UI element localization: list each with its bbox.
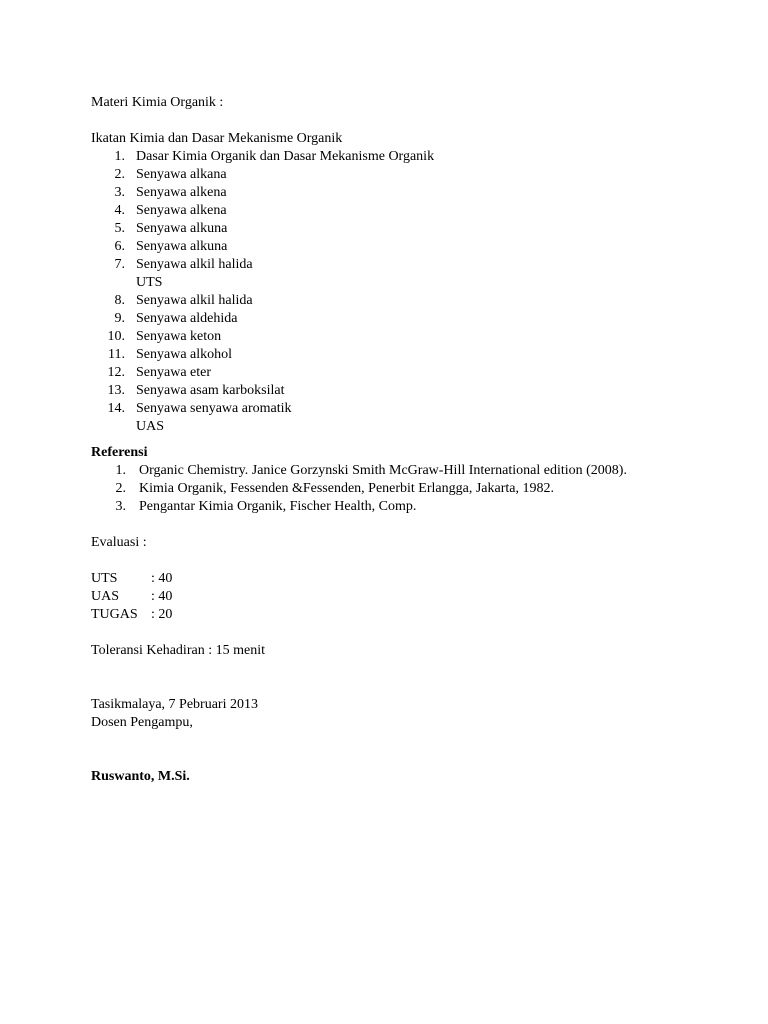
reference-list <box>91 462 731 516</box>
topic-text: Senyawa keton <box>136 329 222 344</box>
spacer <box>91 436 731 444</box>
topic-text: Senyawa aldehida <box>136 311 238 326</box>
reference-item <box>91 498 731 516</box>
evaluation-title: Evaluasi : <box>91 535 147 550</box>
spacer <box>91 624 731 642</box>
document-heading: Materi Kimia Organik : <box>91 95 224 110</box>
topic-item <box>91 364 731 382</box>
place-and-date: Tasikmalaya, 7 Pebruari 2013 <box>91 697 258 712</box>
topic-text: Senyawa alkuna <box>136 221 228 236</box>
topic-number: 14. <box>107 401 125 416</box>
topic-number: 4. <box>114 203 125 218</box>
reference-number: 3. <box>115 499 126 514</box>
reference-text: Organic Chemistry. Janice Gorzynski Smith McGraw-Hill International edition (2008). <box>139 463 627 478</box>
topic-item <box>91 166 731 184</box>
topic-list-first-half <box>91 148 731 274</box>
topic-item <box>91 382 731 400</box>
topic-number: 8. <box>114 293 125 308</box>
topic-item <box>91 346 731 364</box>
topic-text: Dasar Kimia Organik dan Dasar Mekanisme Organik <box>136 149 435 164</box>
spacer <box>91 732 731 750</box>
reference-number: 1. <box>115 463 126 478</box>
topic-number: 13. <box>107 383 125 398</box>
topic-text: Senyawa alkil halida <box>136 293 253 308</box>
topic-text: Senyawa alkana <box>136 167 227 182</box>
topic-number: 6. <box>114 239 125 254</box>
topic-item <box>91 238 731 256</box>
topic-number: 1. <box>114 149 125 164</box>
topic-text: Senyawa asam karboksilat <box>136 383 285 398</box>
topic-text: Senyawa eter <box>136 365 212 380</box>
score-table <box>91 570 731 624</box>
score-label: UTS <box>91 571 118 586</box>
reference-item <box>91 480 731 498</box>
score-value: : 40 <box>151 589 173 604</box>
topic-number: 11. <box>108 347 125 362</box>
topic-text: Senyawa alkuna <box>136 239 228 254</box>
lecturer-name: Ruswanto, M.Si. <box>91 769 190 784</box>
final-exam-label: UAS <box>136 419 165 434</box>
topic-item <box>91 220 731 238</box>
spacer <box>91 552 731 570</box>
spacer <box>91 516 731 534</box>
topic-item <box>91 184 731 202</box>
topic-item <box>91 328 731 346</box>
score-row <box>91 588 731 606</box>
spacer <box>91 678 731 696</box>
topic-number: 12. <box>107 365 125 380</box>
topic-number: 7. <box>114 257 125 272</box>
reference-text: Kimia Organik, Fessenden &Fessenden, Penerbit Erlangga, Jakarta, 1982. <box>139 481 554 496</box>
document-page <box>91 94 731 786</box>
reference-text: Pengantar Kimia Organik, Fischer Health, Comp. <box>139 499 417 514</box>
topic-item <box>91 256 731 274</box>
references-title: Referensi <box>91 445 148 460</box>
score-row <box>91 606 731 624</box>
reference-number: 2. <box>115 481 126 496</box>
topic-text: Senyawa alkohol <box>136 347 233 362</box>
spacer <box>91 750 731 768</box>
course-subheading: Ikatan Kimia dan Dasar Mekanisme Organik <box>91 131 343 146</box>
score-value: : 40 <box>151 571 173 586</box>
topic-number: 3. <box>114 185 125 200</box>
topic-number: 2. <box>114 167 125 182</box>
topic-number: 5. <box>114 221 125 236</box>
midterm-exam-label: UTS <box>136 275 163 290</box>
score-label: TUGAS <box>91 607 138 622</box>
spacer <box>91 112 731 130</box>
topic-list-second-half <box>91 292 731 418</box>
topic-number: 10. <box>107 329 125 344</box>
topic-item <box>91 310 731 328</box>
score-label: UAS <box>91 589 120 604</box>
topic-item <box>91 292 731 310</box>
topic-item <box>91 202 731 220</box>
topic-text: Senyawa alkil halida <box>136 257 253 272</box>
lecturer-title: Dosen Pengampu, <box>91 715 193 730</box>
reference-item <box>91 462 731 480</box>
topic-text: Senyawa alkena <box>136 185 227 200</box>
topic-number: 9. <box>114 311 125 326</box>
spacer <box>91 660 731 678</box>
topic-text: Senyawa alkena <box>136 203 227 218</box>
topic-item <box>91 148 731 166</box>
attendance-tolerance: Toleransi Kehadiran : 15 menit <box>91 643 265 658</box>
topic-item <box>91 400 731 418</box>
topic-text: Senyawa senyawa aromatik <box>136 401 292 416</box>
score-value: : 20 <box>151 607 173 622</box>
score-row <box>91 570 731 588</box>
